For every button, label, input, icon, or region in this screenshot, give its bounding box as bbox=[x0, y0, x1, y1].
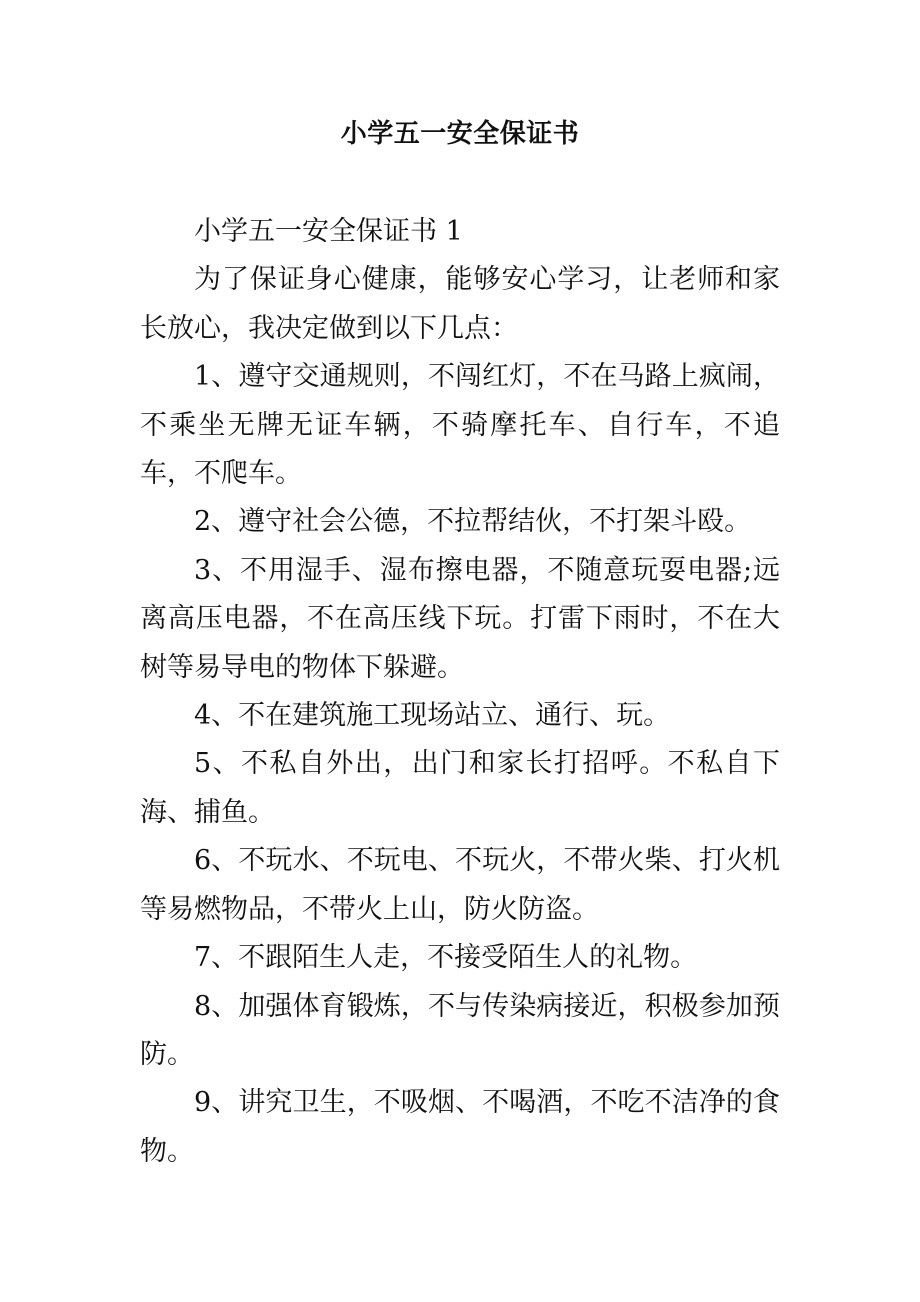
paragraph-item-5: 5、不私自外出，出门和家长打招呼。不私自下海、捕鱼。 bbox=[140, 748, 780, 828]
paragraph-item-3: 3、不用湿手、湿布擦电器，不随意玩耍电器;远离高压电器，不在高压线下玩。打雷下雨时，不在大树等易导电的物体下躲避。 bbox=[140, 554, 780, 683]
paragraph-item-6: 6、不玩水、不玩电、不玩火，不带火柴、打火机等易燃物品，不带火上山，防火防盗。 bbox=[140, 845, 780, 925]
paragraph-item-7: 7、不跟陌生人走，不接受陌生人的礼物。 bbox=[194, 942, 698, 974]
paragraph-item-4: 4、不在建筑施工现场站立、通行、玩。 bbox=[194, 700, 671, 732]
paragraph-item-8: 8、加强体育锻炼，不与传染病接近，积极参加预防。 bbox=[140, 990, 780, 1070]
paragraph-item-1: 1、遵守交通规则，不闯红灯，不在马路上疯闹，不乘坐无牌无证车辆，不骑摩托车、自行车，不追车，不爬车。 bbox=[140, 361, 780, 490]
paragraph-item-9: 9、讲究卫生，不吸烟、不喝酒，不吃不洁净的食物。 bbox=[140, 1087, 780, 1167]
paragraph-item-2: 2、遵守社会公德，不拉帮结伙，不打架斗殴。 bbox=[194, 506, 752, 538]
paragraph-heading: 小学五一安全保证书 1 bbox=[194, 216, 463, 247]
document-body bbox=[140, 208, 780, 1176]
paragraph-intro: 为了保证身心健康，能够安心学习，让老师和家长放心，我决定做到以下几点： bbox=[140, 264, 780, 344]
document-title: 小学五一安全保证书 bbox=[340, 119, 580, 149]
